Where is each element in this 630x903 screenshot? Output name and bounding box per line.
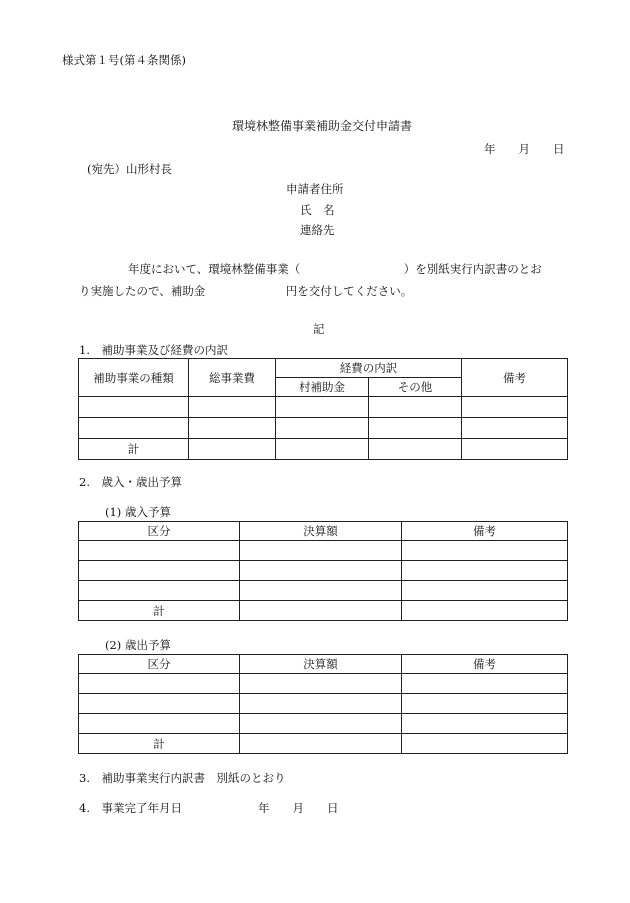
total-label: 計 (79, 439, 189, 460)
expense-breakdown-table (78, 358, 568, 460)
header-settlement-amount: 決算額 (240, 522, 402, 541)
table-row (79, 674, 568, 694)
table-row (79, 694, 568, 714)
body-text-line-2: り実施したので、補助金 円を交付してください。 (79, 284, 413, 298)
document-title: 環境林整備事業補助金交付申請書 (232, 119, 413, 133)
header-village-subsidy: 村補助金 (276, 378, 369, 397)
completion-date: 年 月 日 (258, 801, 339, 815)
table-row (79, 397, 568, 418)
header-category: 区分 (79, 655, 240, 674)
header-cost-breakdown: 経費の内訳 (276, 359, 462, 378)
income-budget-table (78, 521, 568, 621)
body-text-line-1: 年度において、環境林整備事業（ ）を別紙実行内訳書のとお (128, 262, 542, 276)
applicant-contact-label: 連絡先 (300, 223, 335, 237)
total-label: 計 (79, 734, 240, 754)
addressee: (宛先）山形村長 (87, 162, 172, 176)
section2-heading: 2. 歳入・歳出予算 (79, 475, 182, 489)
section3-text: 3. 補助事業実行内訳書 別紙のとおり (79, 771, 286, 785)
date-line: 年 月 日 (484, 142, 565, 156)
table-total-row (79, 601, 568, 621)
section1-heading: 1. 補助事業及び経費の内訳 (79, 343, 228, 357)
applicant-address-label: 申請者住所 (286, 182, 344, 196)
header-total-cost: 総事業費 (189, 359, 276, 397)
header-project-type: 補助事業の種類 (79, 359, 189, 397)
table-row (79, 541, 568, 561)
header-remarks: 備考 (402, 522, 568, 541)
section4-label: 4. 事業完了年月日 (79, 801, 182, 815)
total-label: 計 (79, 601, 240, 621)
income-heading: (1) 歳入予算 (105, 505, 171, 519)
table-total-row (79, 439, 568, 460)
table-row (79, 418, 568, 439)
table-row (79, 561, 568, 581)
header-settlement-amount: 決算額 (240, 655, 402, 674)
header-remarks: 備考 (462, 359, 568, 397)
ki-heading: 記 (313, 322, 325, 336)
expense-budget-table (78, 654, 568, 754)
header-category: 区分 (79, 522, 240, 541)
header-remarks: 備考 (402, 655, 568, 674)
form-number: 様式第１号(第４条関係) (62, 53, 186, 67)
table-total-row (79, 734, 568, 754)
table-row (79, 714, 568, 734)
header-other: その他 (369, 378, 462, 397)
table-row (79, 581, 568, 601)
expense-heading: (2) 歳出予算 (105, 638, 171, 652)
applicant-name-label: 氏 名 (300, 203, 335, 217)
